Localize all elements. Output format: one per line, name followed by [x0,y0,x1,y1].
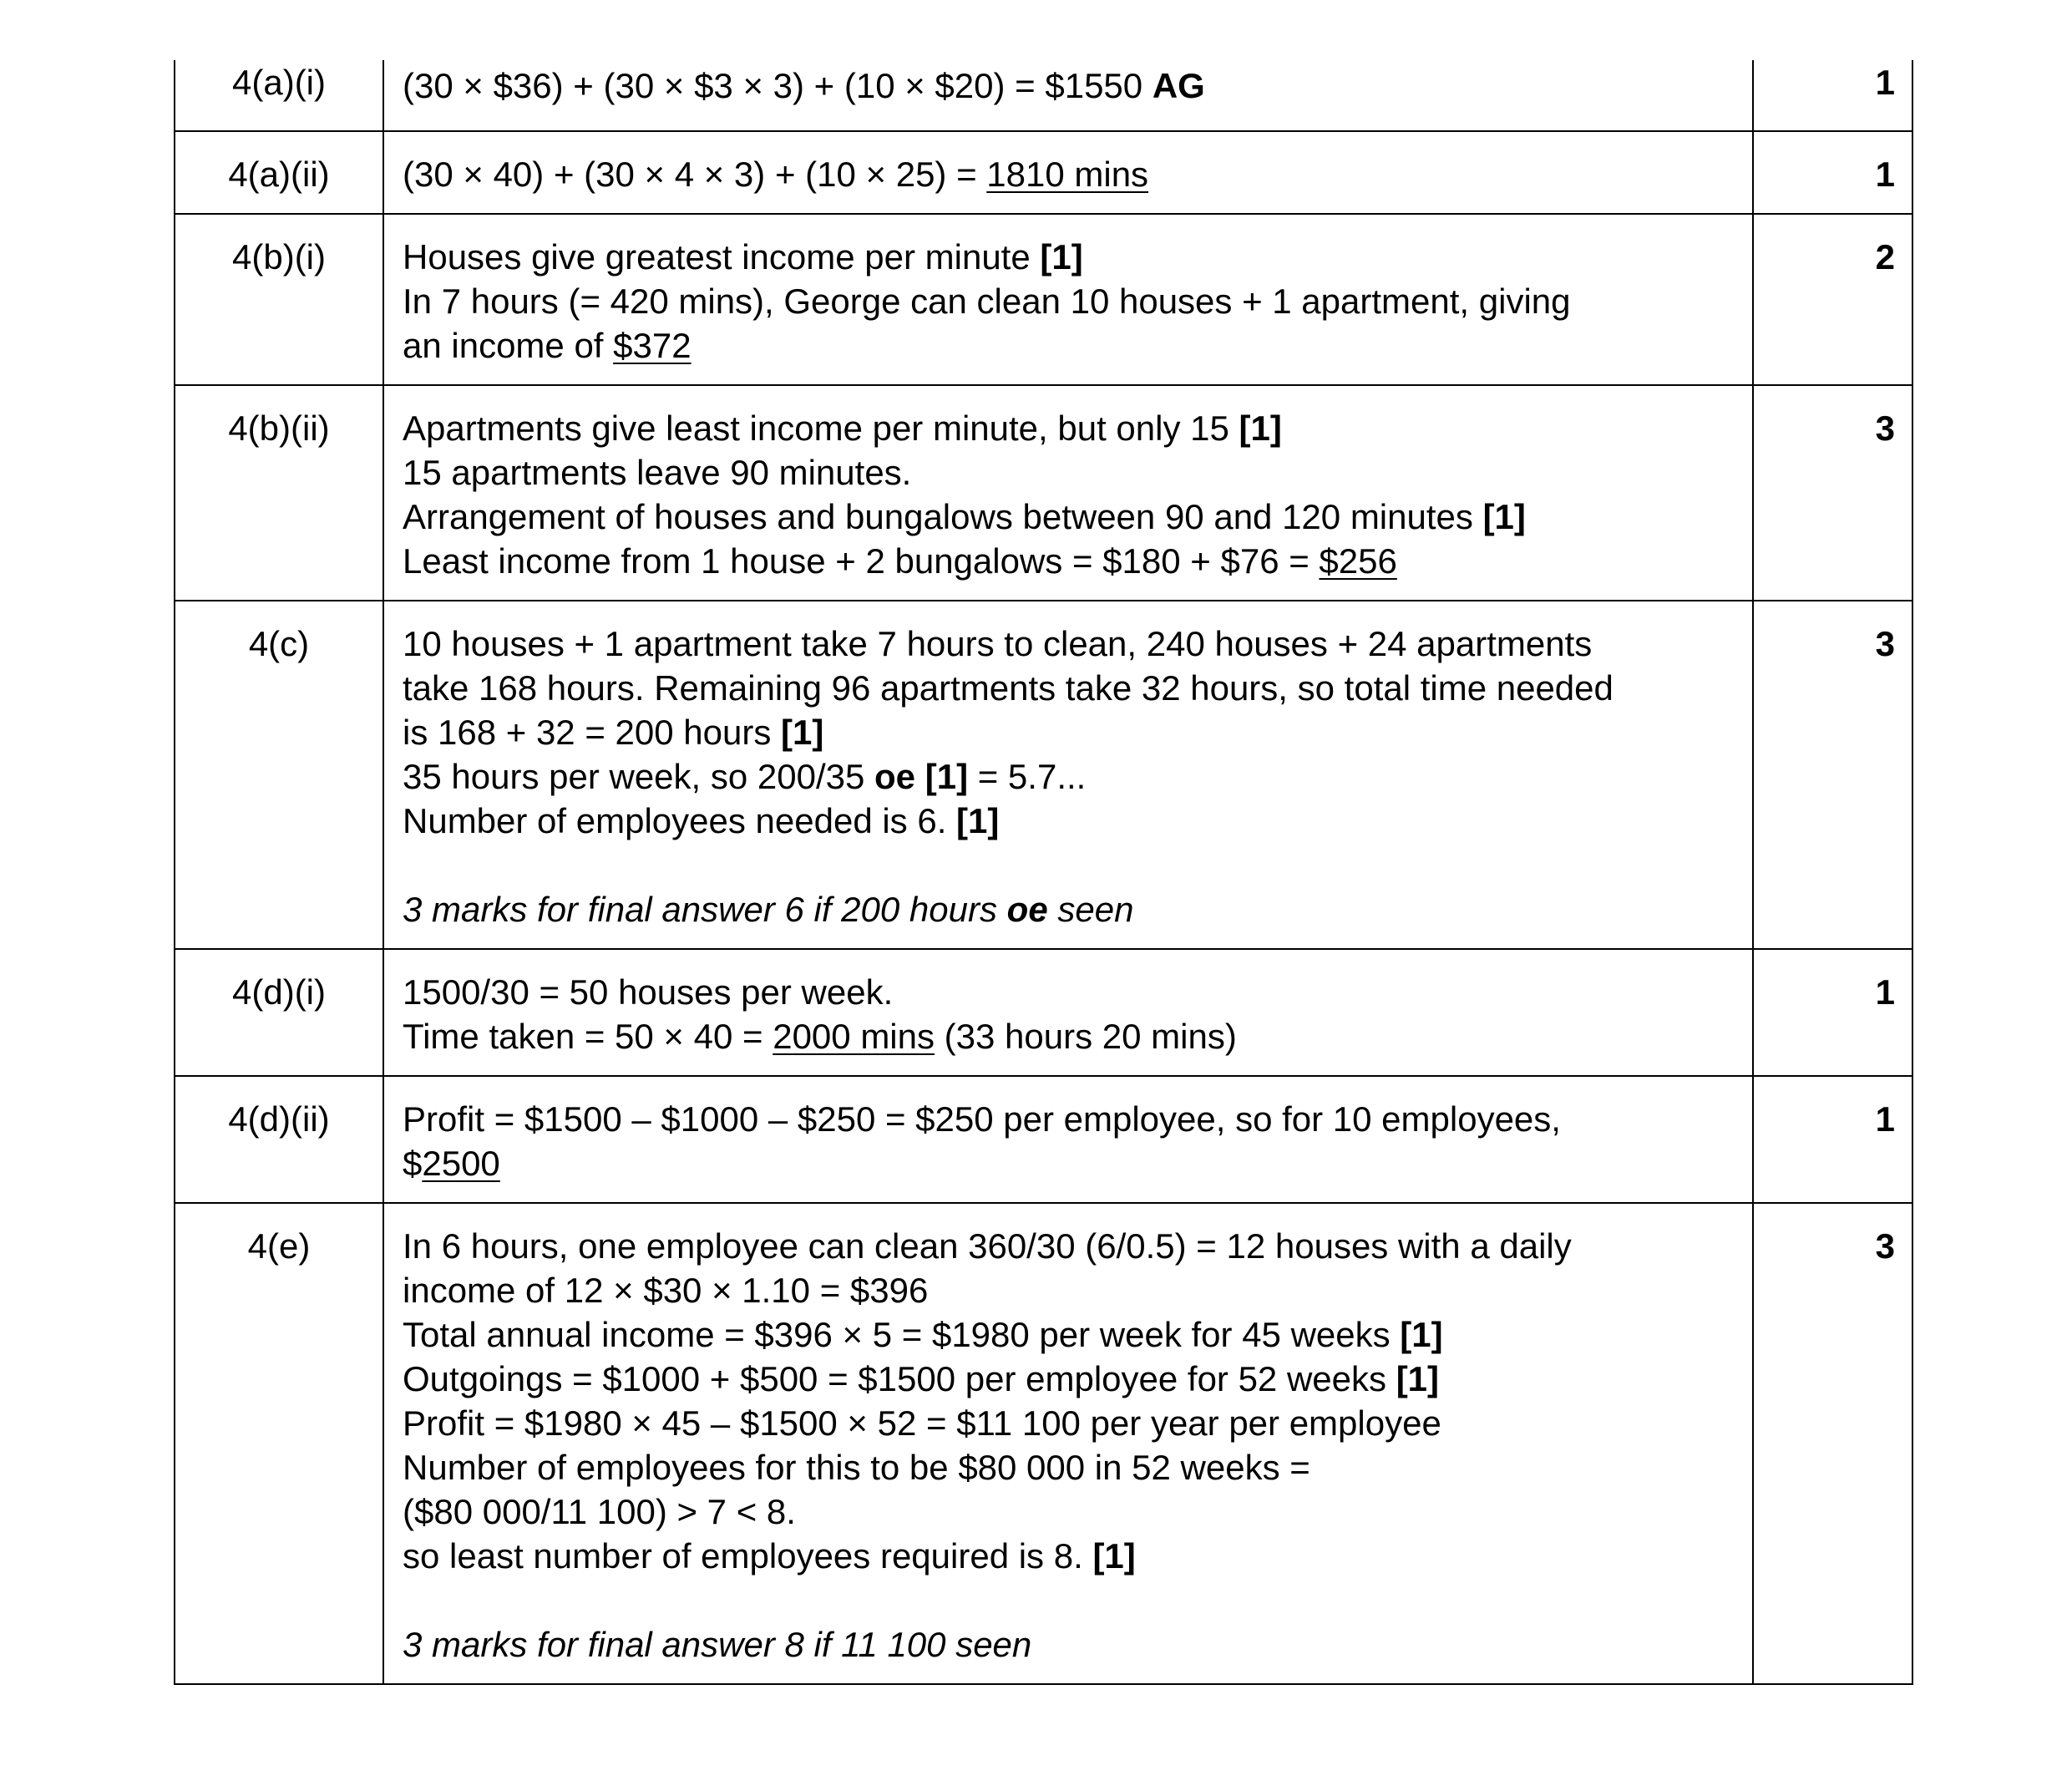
answer-text: In 6 hours, one employee can clean 360/30 (6/0.5) = 12 houses with a daily [403,1226,1572,1266]
answer-line [403,666,1739,710]
answer-cell [383,1076,1753,1203]
question-number: 4(e) [175,1203,383,1684]
mark-scheme-body [175,60,1912,1684]
answer-text: oe [1006,890,1048,929]
answer-text: Least income from 1 house + 2 bungalows = $180 + $76 = [403,541,1320,581]
mark-scheme-row [175,601,1912,949]
answer-line [403,279,1739,323]
marks-cell: 1 [1753,131,1912,214]
answer-text: 3 marks for final answer 8 if 11 100 seen [403,1625,1032,1664]
answer-cell [383,131,1753,214]
answer-line [403,63,1739,108]
answer-text: Profit = $1500 – $1000 – $250 = $250 per employee, so for 10 employees, [403,1099,1561,1139]
final-answer: 2000 mins [773,1017,935,1056]
answer-text: $ [403,1144,423,1183]
mark-token: [1] [956,801,1000,840]
answer-text: ($80 000/11 100) > 7 < 8. [403,1492,796,1531]
marks-cell: 3 [1753,1203,1912,1684]
answer-line [403,622,1739,666]
mark-scheme-row [175,1076,1912,1203]
answer-text: oe [874,757,916,796]
answer-text [915,757,925,796]
answer-line [403,1097,1739,1141]
answer-text: Arrangement of houses and bungalows between 90 and 120 minutes [403,497,1483,536]
mark-token: [1] [925,757,969,796]
answer-cell [383,601,1753,949]
mark-scheme-row [175,214,1912,385]
answer-line [403,1445,1739,1489]
answer-line [403,754,1739,799]
answer-line [403,235,1739,279]
answer-line [403,1312,1739,1357]
answer-line [403,406,1739,450]
answer-text: Number of employees for this to be $80 000 in 52 weeks = [403,1448,1310,1487]
answer-text: Profit = $1980 × 45 – $1500 × 52 = $11 100 per year per employee [403,1403,1441,1443]
answer-cell [383,385,1753,601]
answer-text: Time taken = 50 × 40 = [403,1017,773,1056]
mark-token: [1] [1400,1315,1443,1354]
marks-cell: 3 [1753,601,1912,949]
answer-text: (30 × $36) + (30 × $3 × 3) + (10 × $20) = $1550 [403,66,1153,105]
answer-text: 35 hours per week, so 200/35 [403,757,875,796]
answer-cell [383,214,1753,385]
mark-token: [1] [1482,497,1526,536]
marks-cell: 1 [1753,60,1912,131]
answer-text: In 7 hours (= 420 mins), George can clean 10 houses + 1 apartment, giving [403,282,1571,321]
answer-line [403,1534,1739,1578]
answer-text: income of 12 × $30 × 1.10 = $396 [403,1271,929,1310]
mark-scheme-table [174,60,1913,1685]
answer-line [403,1401,1739,1445]
answer-line [403,1622,1739,1667]
answer-line [403,1489,1739,1534]
marks-cell: 3 [1753,385,1912,601]
question-number: 4(b)(i) [175,214,383,385]
answer-text: 1500/30 = 50 houses per week. [403,972,894,1012]
mark-token: [1] [781,713,824,752]
answer-line [403,152,1739,196]
answer-line [403,1268,1739,1312]
answer-text: (30 × 40) + (30 × 4 × 3) + (10 × 25) = [403,155,987,194]
mark-token: [1] [1092,1536,1136,1576]
answer-text: Total annual income = $396 × 5 = $1980 per week for 45 weeks [403,1315,1401,1354]
final-answer: $256 [1319,541,1397,581]
answer-line [403,1224,1739,1268]
mark-token: [1] [1040,237,1083,277]
mark-scheme-row [175,385,1912,601]
answer-text: Houses give greatest income per minute [403,237,1041,277]
mark-scheme-row [175,949,1912,1076]
answer-line [403,323,1739,368]
answer-cell [383,60,1753,131]
question-number: 4(c) [175,601,383,949]
answer-line [403,495,1739,539]
answer-line [403,450,1739,495]
answer-text: AG [1152,66,1205,105]
final-answer: $372 [613,326,692,365]
question-number: 4(d)(i) [175,949,383,1076]
answer-line [403,1357,1739,1401]
answer-line [403,710,1739,754]
answer-text: Outgoings = $1000 + $500 = $1500 per employee for 52 weeks [403,1359,1396,1398]
answer-text: seen [1047,890,1134,929]
answer-text: 3 marks for final answer 6 if 200 hours [403,890,1007,929]
answer-line [403,1014,1739,1058]
answer-text: 10 houses + 1 apartment take 7 hours to clean, 240 houses + 24 apartments [403,624,1593,663]
question-number: 4(d)(ii) [175,1076,383,1203]
answer-line [403,970,1739,1014]
answer-line [403,539,1739,583]
answer-line [403,799,1739,843]
answer-text: take 168 hours. Remaining 96 apartments take 32 hours, so total time needed [403,668,1614,708]
question-number: 4(a)(ii) [175,131,383,214]
final-answer: 1810 mins [986,155,1149,194]
answer-text: 15 apartments leave 90 minutes. [403,453,912,492]
mark-token: [1] [1396,1359,1440,1398]
mark-scheme-row [175,1203,1912,1684]
blank-line [403,1578,1739,1622]
answer-text: is 168 + 32 = 200 hours [403,713,781,752]
mark-scheme-row [175,60,1912,131]
mark-scheme-row [175,131,1912,214]
marks-cell: 2 [1753,214,1912,385]
answer-text: so least number of employees required is 8. [403,1536,1093,1576]
answer-text: = 5.7... [968,757,1087,796]
final-answer: 2500 [422,1144,500,1183]
answer-line [403,887,1739,931]
marks-cell: 1 [1753,949,1912,1076]
answer-text: an income of [403,326,614,365]
answer-text: Apartments give least income per minute, but only 15 [403,408,1239,448]
answer-text: (33 hours 20 mins) [935,1017,1237,1056]
answer-cell [383,949,1753,1076]
question-number: 4(b)(ii) [175,385,383,601]
answer-line [403,1141,1739,1185]
question-number: 4(a)(i) [175,60,383,131]
blank-line [403,843,1739,887]
answer-cell [383,1203,1753,1684]
mark-token: [1] [1239,408,1282,448]
answer-text: Number of employees needed is 6. [403,801,957,840]
marks-cell: 1 [1753,1076,1912,1203]
